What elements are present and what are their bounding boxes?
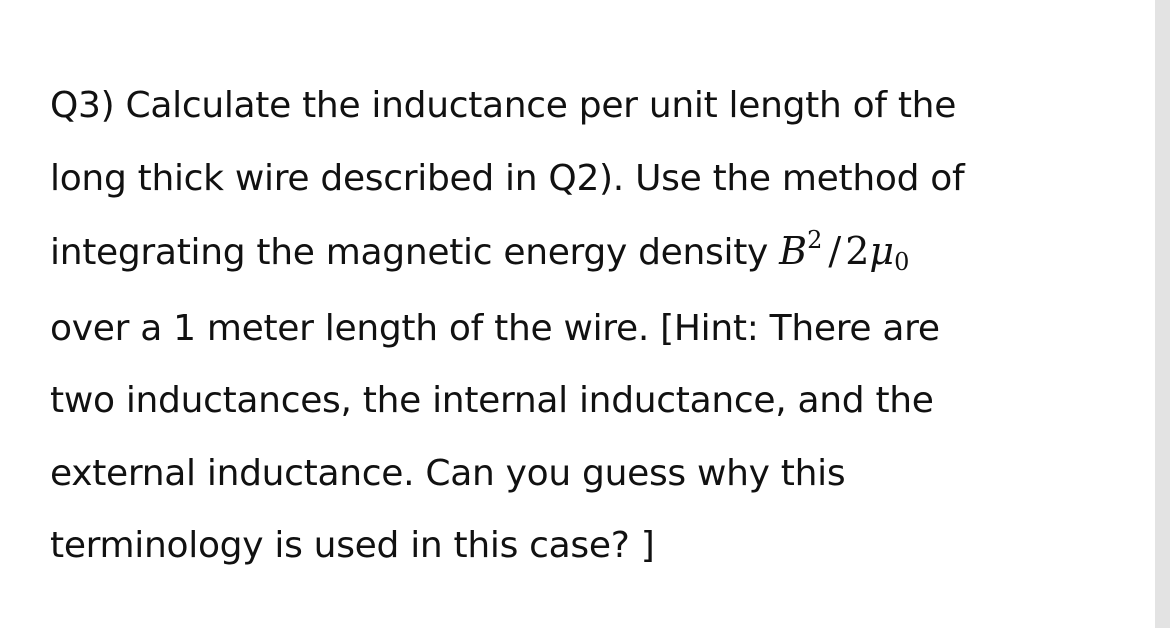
question-line-4: over a 1 meter length of the wire. [Hint: There are	[50, 307, 940, 349]
formula-slash: /	[828, 229, 842, 273]
formula-subscript: 0	[894, 248, 910, 276]
right-edge-border	[1155, 0, 1170, 628]
question-line-3	[50, 215, 1130, 293]
formula-b: B	[779, 229, 808, 273]
formula-mu: μ	[869, 229, 895, 273]
question-text	[50, 70, 1130, 583]
question-line-6: external inductance. Can you guess why this	[50, 452, 846, 494]
formula-coefficient: 2	[845, 229, 870, 273]
energy-density-formula	[779, 226, 910, 276]
question-line-2: long thick wire described in Q2). Use the method of	[50, 157, 965, 199]
question-line-5: two inductances, the internal inductance, and the	[50, 380, 934, 421]
question-line-7: terminology is used in this case? ]	[50, 525, 655, 566]
question-line-3-text: integrating the magnetic energy density	[50, 232, 780, 273]
formula-exponent: 2	[807, 226, 823, 254]
question-line-1: Q3) Calculate the inductance per unit length of the	[50, 85, 957, 126]
